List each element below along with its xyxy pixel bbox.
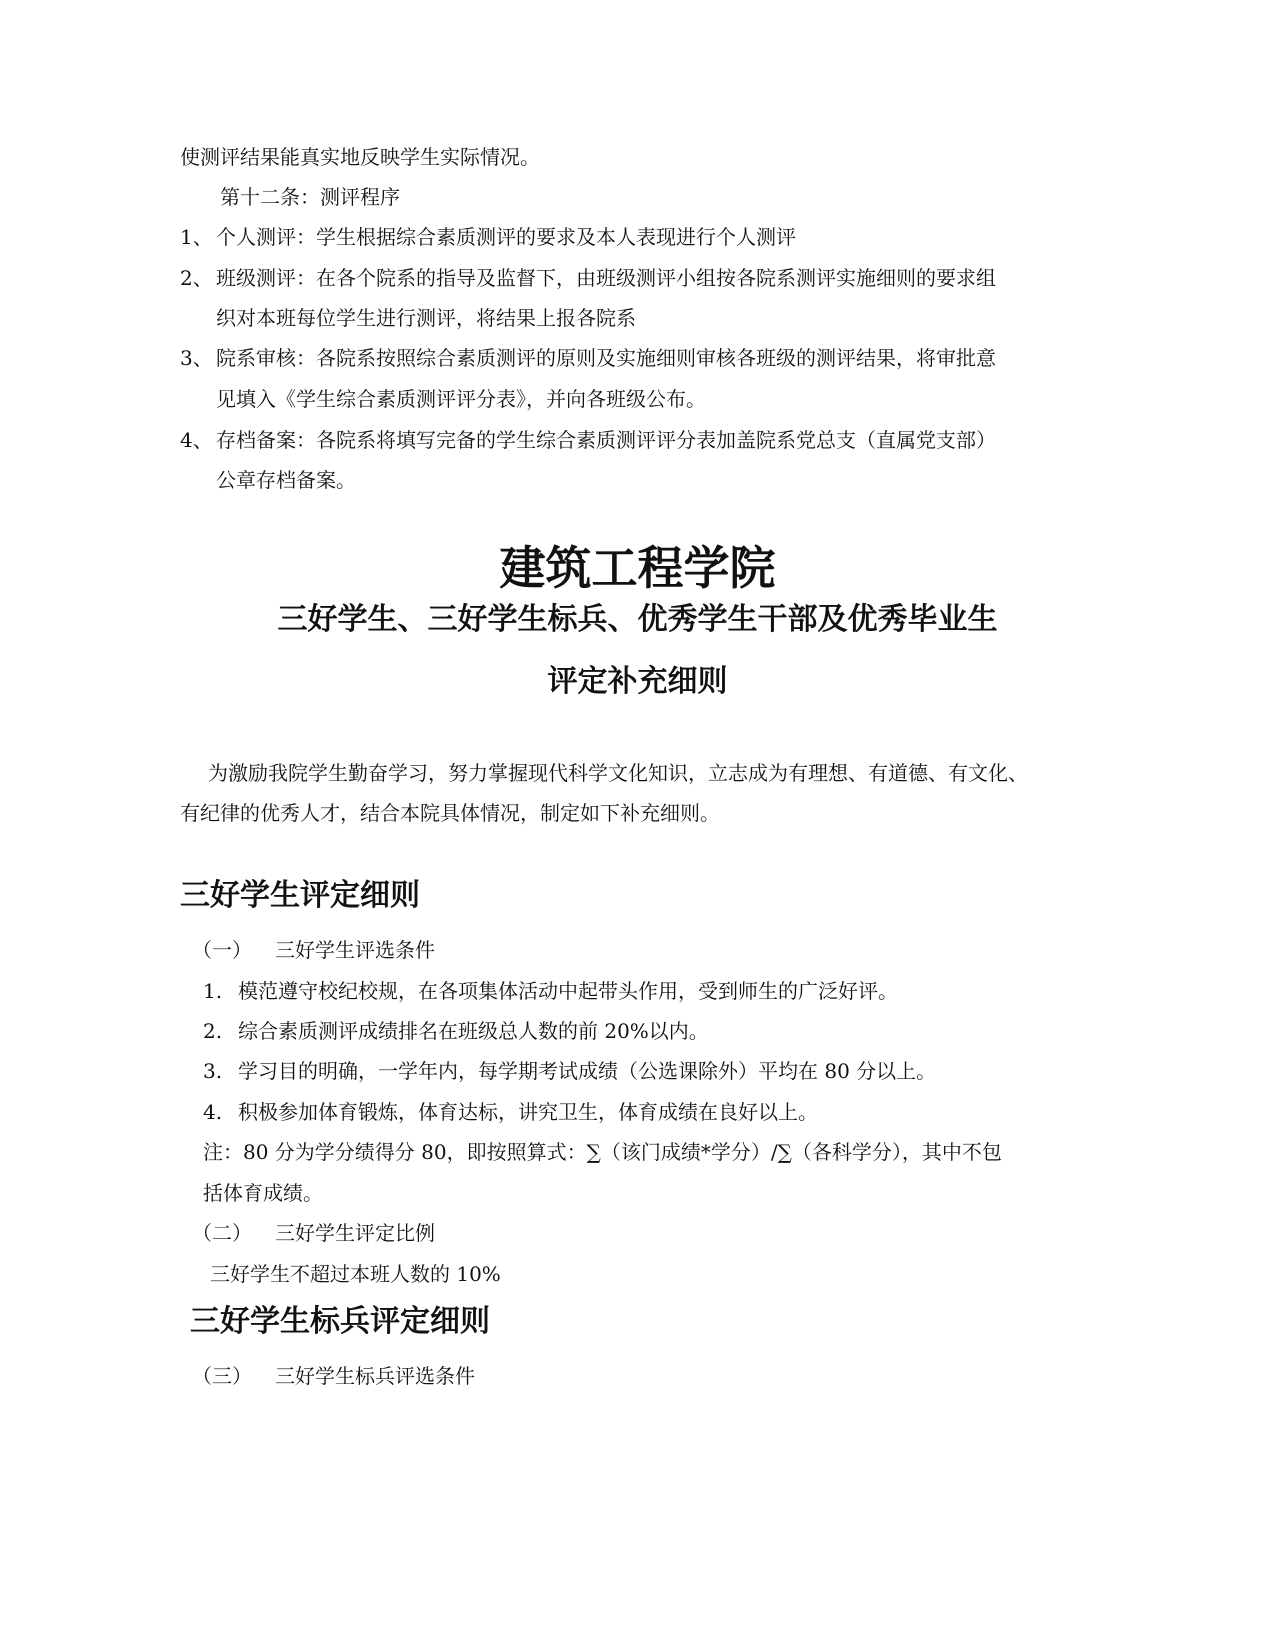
criteria-3-text: 学习目的明确，一学年内，每学期考试成绩（公选课除外）平均在 80 分以上。 xyxy=(238,1059,937,1083)
subsection-1-label: 三好学生评选条件 xyxy=(275,938,435,962)
step-3-text-line-2: 见填入《学生综合素质测评评分表》，并向各班级公布。 xyxy=(216,387,706,411)
subsection-3-number: （三） xyxy=(192,1364,252,1388)
section-2-heading: 三好学生标兵评定细则 xyxy=(190,1304,490,1339)
document-subtitle-line-1: 三好学生、三好学生标兵、优秀学生干部及优秀毕业生 xyxy=(277,602,998,637)
subsection-2-label: 三好学生评定比例 xyxy=(275,1221,435,1245)
continuation-line: 使测评结果能真实地反映学生实际情况。 xyxy=(180,145,540,169)
step-1-text: 个人测评：学生根据综合素质测评的要求及本人表现进行个人测评 xyxy=(216,225,796,249)
intro-line-2: 有纪律的优秀人才，结合本院具体情况，制定如下补充细则。 xyxy=(180,801,720,825)
criteria-1-text: 模范遵守校纪校规，在各项集体活动中起带头作用，受到师生的广泛好评。 xyxy=(238,979,898,1003)
step-2-text-line-1: 班级测评：在各个院系的指导及监督下，由班级测评小组按各院系测评实施细则的要求组 xyxy=(216,266,996,290)
intro-line-1: 为激励我院学生勤奋学习，努力掌握现代科学文化知识，立志成为有理想、有道德、有文化、 xyxy=(208,761,1028,785)
document-subtitle-line-2: 评定补充细则 xyxy=(547,664,728,699)
criteria-4-number: 4. xyxy=(203,1100,223,1124)
document-title: 建筑工程学院 xyxy=(499,541,776,595)
criteria-2-text: 综合素质测评成绩排名在班级总人数的前 20%以内。 xyxy=(238,1019,709,1043)
subsection-2-number: （二） xyxy=(192,1221,252,1245)
subsection-3-label: 三好学生标兵评选条件 xyxy=(275,1364,475,1388)
ratio-text: 三好学生不超过本班人数的 10% xyxy=(210,1262,501,1286)
step-3-text-line-1: 院系审核：各院系按照综合素质测评的原则及实施细则审核各班级的测评结果，将审批意 xyxy=(216,346,996,370)
step-3-number: 3、 xyxy=(180,346,213,370)
criteria-4-text: 积极参加体育锻炼，体育达标，讲究卫生，体育成绩在良好以上。 xyxy=(238,1100,818,1124)
step-2-number: 2、 xyxy=(180,266,213,290)
step-4-text-line-1: 存档备案：各院系将填写完备的学生综合素质测评评分表加盖院系党总支（直属党支部） xyxy=(216,428,996,452)
note-line-2: 括体育成绩。 xyxy=(203,1181,323,1205)
step-2-text-line-2: 织对本班每位学生进行测评，将结果上报各院系 xyxy=(216,306,636,330)
note-line-1: 注：80 分为学分绩得分 80，即按照算式：∑（该门成绩*学分）/∑（各科学分），其中不包 xyxy=(203,1140,1002,1164)
step-4-text-line-2: 公章存档备案。 xyxy=(216,468,356,492)
step-4-number: 4、 xyxy=(180,428,213,452)
criteria-2-number: 2. xyxy=(203,1019,223,1043)
criteria-1-number: 1. xyxy=(203,979,223,1003)
article-12-heading: 第十二条：测评程序 xyxy=(220,185,400,209)
subsection-1-number: （一） xyxy=(192,938,252,962)
step-1-number: 1、 xyxy=(180,225,213,249)
section-1-heading: 三好学生评定细则 xyxy=(180,878,420,913)
criteria-3-number: 3. xyxy=(203,1059,223,1083)
